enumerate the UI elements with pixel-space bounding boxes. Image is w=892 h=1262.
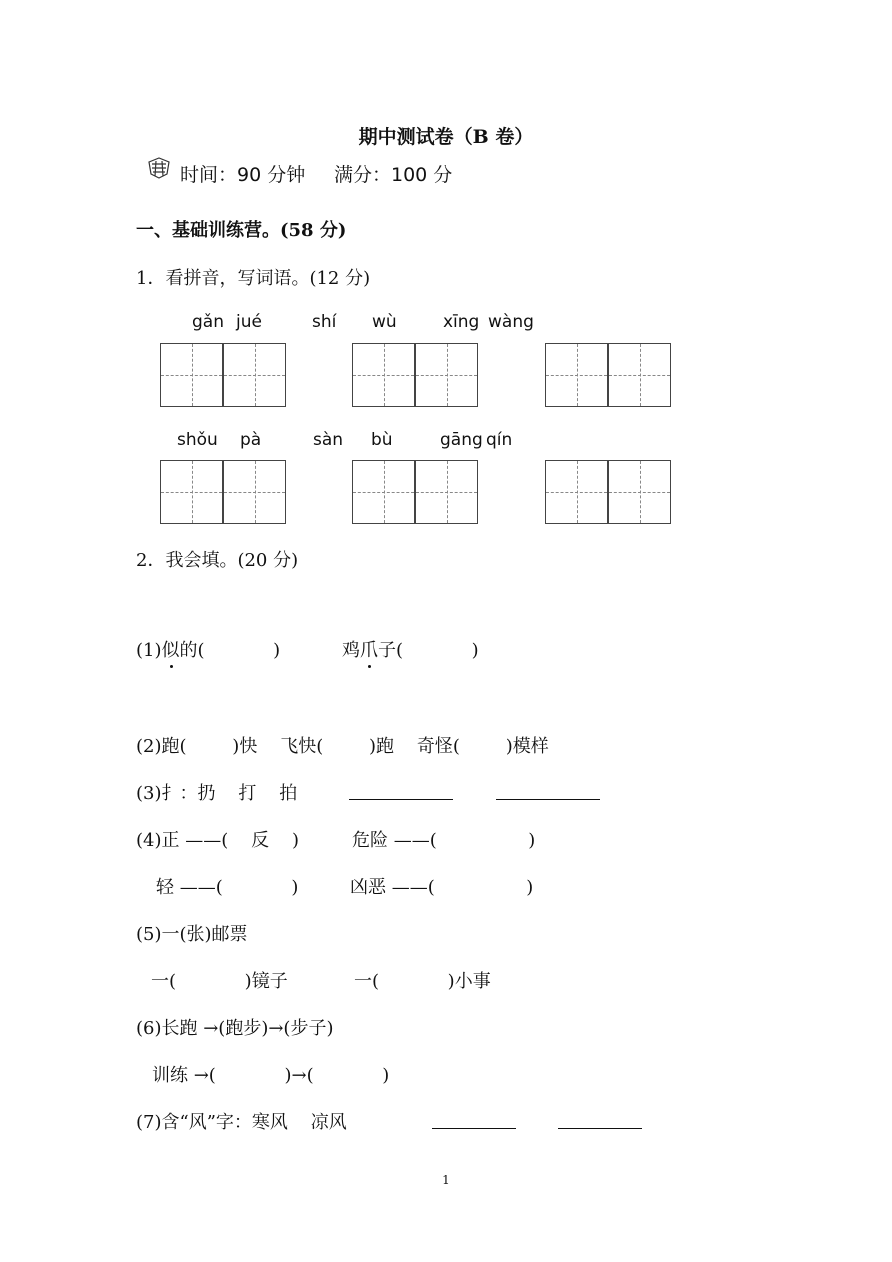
clock-icon xyxy=(146,156,172,180)
writing-box[interactable] xyxy=(223,460,286,524)
item-5b-right: 一( )小事 xyxy=(354,971,491,992)
full-score: 满分：100 分 xyxy=(334,164,453,186)
item-7: (7)含“风”字：寒风 凉风 xyxy=(136,1112,347,1133)
writing-box[interactable] xyxy=(223,343,286,407)
item-3: (3)扌：扔 打 拍 xyxy=(136,783,298,804)
writing-box[interactable] xyxy=(352,343,415,407)
writing-box[interactable] xyxy=(608,343,671,407)
writing-box[interactable] xyxy=(352,460,415,524)
pinyin: xīng xyxy=(443,312,480,332)
page-number: 1 xyxy=(442,1173,450,1187)
item-4-right: 危险 ——( ) xyxy=(352,830,536,851)
item-1-right: 鸡爪子( ) xyxy=(342,636,479,662)
pinyin: pà xyxy=(240,430,262,450)
pinyin: shí xyxy=(312,312,337,332)
pinyin: shǒu xyxy=(177,430,218,450)
pinyin: sàn xyxy=(313,430,344,450)
pinyin: wàng xyxy=(488,312,534,332)
answer-blank[interactable] xyxy=(349,781,453,804)
section-heading: 一、基础训练营。(58 分) xyxy=(136,220,347,241)
answer-blank[interactable] xyxy=(496,781,600,804)
writing-box[interactable] xyxy=(415,343,478,407)
item-4b-right: 凶恶 ——( ) xyxy=(350,877,534,898)
writing-box[interactable] xyxy=(545,460,608,524)
item-1-left: (1)似的( ) xyxy=(136,636,280,662)
question-2-label: 2．我会填。(20 分) xyxy=(136,550,299,571)
page-title: 期中测试卷（B 卷） xyxy=(358,126,534,148)
writing-box[interactable] xyxy=(415,460,478,524)
writing-box[interactable] xyxy=(545,343,608,407)
item-2: (2)跑( )快 飞快( )跑 奇怪( )模样 xyxy=(136,736,549,757)
answer-blank[interactable] xyxy=(432,1110,516,1133)
answer-blank[interactable] xyxy=(558,1110,642,1133)
writing-box[interactable] xyxy=(160,460,223,524)
item-6: (6)长跑 →(跑步)→(步子) xyxy=(136,1018,334,1039)
pinyin: bù xyxy=(371,430,393,450)
item-6b: 训练 →( )→( ) xyxy=(152,1065,390,1086)
question-1-label: 1．看拼音，写词语。(12 分) xyxy=(136,268,371,289)
item-4-left: (4)正 ——( 反 ) xyxy=(136,830,300,851)
item-4b-left: 轻 ——( ) xyxy=(156,877,299,898)
item-5b-left: 一( )镜子 xyxy=(151,971,288,992)
time-limit: 时间：90 分钟 xyxy=(180,164,306,186)
pinyin: gǎn xyxy=(192,312,224,332)
pinyin: gāng xyxy=(440,430,483,450)
pinyin: jué xyxy=(236,312,262,332)
writing-box[interactable] xyxy=(160,343,223,407)
pinyin: qín xyxy=(486,430,513,450)
item-5: (5)一(张)邮票 xyxy=(136,924,248,945)
pinyin: wù xyxy=(372,312,397,332)
writing-box[interactable] xyxy=(608,460,671,524)
